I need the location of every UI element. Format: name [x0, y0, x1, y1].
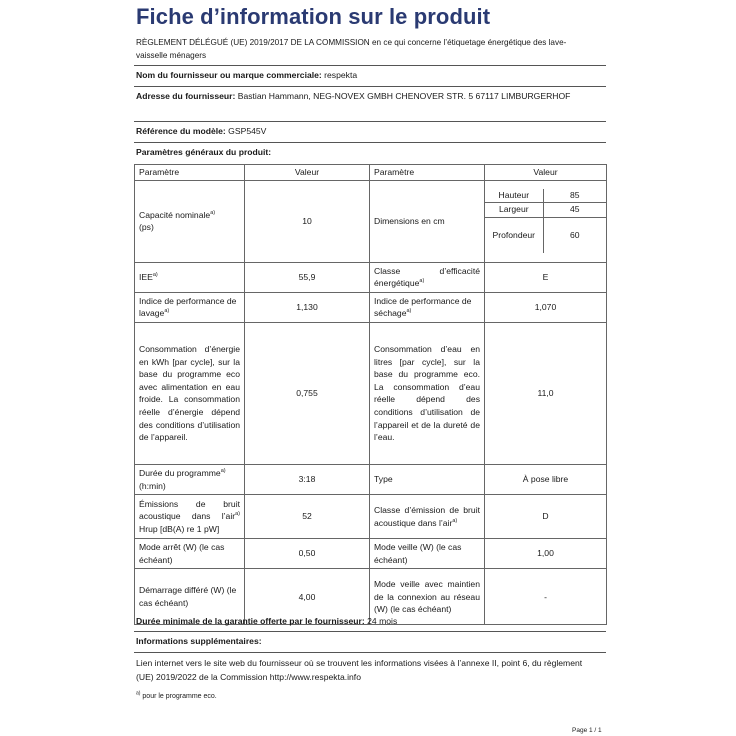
- warranty-label: Durée minimale de la garantie offerte par le fournisseur:: [136, 616, 365, 626]
- energy-class-label: Classe d’efficacité énergétique$^{a)}$: [370, 262, 485, 292]
- divider: [134, 142, 606, 143]
- footnote: $^{a)}$ pour le programme eco.: [136, 690, 217, 700]
- model-label: Référence du modèle:: [136, 126, 226, 136]
- table-row: [135, 539, 607, 569]
- divider: [134, 86, 606, 87]
- table-row: [135, 322, 607, 464]
- warranty-value: 24 mois: [367, 616, 398, 626]
- capacity-value: 10: [245, 180, 370, 262]
- dimensions-values: [485, 180, 607, 262]
- noise-value: 52: [245, 495, 370, 539]
- drying-index-value: 1,070: [485, 292, 607, 322]
- drying-index-label: Indice de performance de séchage$^{a)}$: [370, 292, 485, 322]
- network-standby-value: -: [485, 569, 607, 625]
- cleaning-index-value: 1,130: [245, 292, 370, 322]
- general-params-heading: Paramètres généraux du produit:: [136, 147, 272, 157]
- divider: [134, 631, 606, 632]
- duration-label: Durée du programme$^{a)}$ (h:min): [135, 464, 245, 494]
- page-number: Page 1 / 1: [572, 727, 602, 734]
- page-title: Fiche d’information sur le produit: [136, 4, 491, 29]
- supplier-line: [136, 69, 357, 81]
- water-consumption-label: Consommation d’eau en litres [par cycle], sur la base du programme eco. La consommation d’eau réelle dépend des conditions d’utilisation de l’appareil et de la dureté de l’eau.: [370, 322, 485, 464]
- dimension-row: Hauteur 85: [485, 189, 606, 203]
- additional-info-heading: Informations supplémentaires:: [136, 636, 262, 646]
- table-row: [135, 262, 607, 292]
- column-header: Valeur: [245, 165, 370, 181]
- table-row: [135, 464, 607, 494]
- model-value: GSP545V: [228, 126, 267, 136]
- parameters-table: [134, 164, 607, 625]
- divider: [134, 652, 606, 653]
- noise-class-value: D: [485, 495, 607, 539]
- dimension-row: Profondeur 60: [485, 217, 606, 253]
- dimensions-label: Dimensions en cm: [370, 180, 485, 262]
- divider: [134, 121, 606, 122]
- table-row: [135, 180, 607, 262]
- regulation-intro: RÈGLEMENT DÉLÉGUÉ (UE) 2019/2017 DE LA COMMISSION en ce qui concerne l’étiquetage énergétique des lave-vaisselle ménagers: [136, 38, 567, 60]
- additional-info-text: Lien internet vers le site web du fournisseur où se trouvent les informations visées à l’annexe II, point 6, du règlement (UE) 2019/2022 de la Commission http://www.respekta.info: [136, 658, 583, 682]
- dimension-row: Largeur 45: [485, 203, 606, 218]
- off-mode-value: 0,50: [245, 539, 370, 569]
- supplier-label: Nom du fournisseur ou marque commerciale:: [136, 70, 322, 80]
- type-value: À pose libre: [485, 464, 607, 494]
- cleaning-index-label: Indice de performance de lavage$^{a)}$: [135, 292, 245, 322]
- table-row: [135, 292, 607, 322]
- noise-class-label: Classe d’émission de bruit acoustique dans l’air$^{a)}$: [370, 495, 485, 539]
- table-header-row: [135, 165, 607, 181]
- noise-label: Émissions de bruit acoustique dans l’air$^{a)}$ Hrup [dB(A) re 1 pW]: [135, 495, 245, 539]
- address-line: [136, 90, 601, 103]
- water-consumption-value: 11,0: [485, 322, 607, 464]
- supplier-value: respekta: [324, 70, 358, 80]
- type-label: Type: [370, 464, 485, 494]
- standby-value: 1,00: [485, 539, 607, 569]
- table-row: [135, 495, 607, 539]
- divider: [134, 65, 606, 66]
- address-value: Bastian Hammann, NEG-NOVEX GMBH CHENOVER STR. 5 67117 LIMBURGERHOF: [237, 91, 571, 101]
- address-label: Adresse du fournisseur:: [136, 91, 236, 101]
- delay-start-label: Démarrage différé (W) (le cas échéant): [135, 569, 245, 625]
- energy-consumption-value: 0,755: [245, 322, 370, 464]
- column-header: Paramètre: [370, 165, 485, 181]
- energy-consumption-label: Consommation d’énergie en kWh [par cycle], sur la base du programme eco avec alimentation en eau froide. La consommation réelle d’énergie dépend des conditions d’utilisation de l’appareil.: [135, 322, 245, 464]
- eei-value: 55,9: [245, 262, 370, 292]
- column-header: Paramètre: [135, 165, 245, 181]
- network-standby-label: Mode veille avec maintien de la connexion au réseau (W) (le cas échéant): [370, 569, 485, 625]
- column-header: Valeur: [485, 165, 607, 181]
- off-mode-label: Mode arrêt (W) (le cas échéant): [135, 539, 245, 569]
- eei-label: IEE$^{a)}$: [135, 262, 245, 292]
- duration-value: 3:18: [245, 464, 370, 494]
- standby-label: Mode veille (W) (le cas échéant): [370, 539, 485, 569]
- warranty-line: [136, 615, 397, 627]
- product-fiche-page: [131, 0, 607, 736]
- energy-class-value: E: [485, 262, 607, 292]
- capacity-label: Capacité nominale$^{a)}$ (ps): [135, 180, 245, 262]
- model-line: [136, 125, 266, 137]
- delay-start-value: 4,00: [245, 569, 370, 625]
